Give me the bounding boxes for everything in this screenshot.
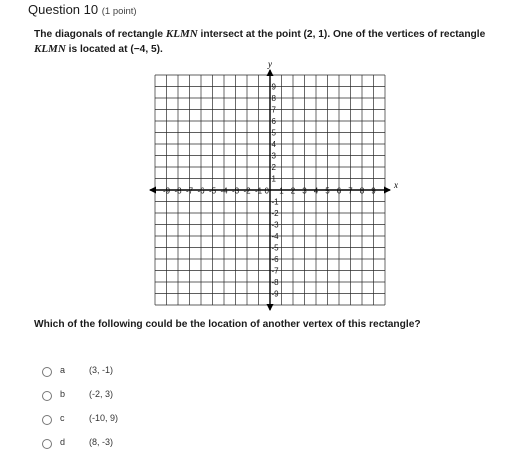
y-tick-label: 4 <box>271 140 276 149</box>
rectangle-name: KLMN <box>165 28 198 40</box>
coordinate-grid <box>150 59 398 306</box>
y-axis-arrow-up <box>267 69 274 76</box>
x-tick-label: 9 <box>371 186 376 196</box>
option-letter: c <box>60 413 65 423</box>
question-header <box>28 2 137 17</box>
question-stem <box>34 27 504 57</box>
x-tick-label: 1 <box>279 186 284 196</box>
y-tick-label: -1 <box>271 197 279 207</box>
y-tick-label: -4 <box>271 232 279 241</box>
x-tick-label: -7 <box>185 186 194 196</box>
option-letter: a <box>60 365 66 375</box>
y-axis-label: y <box>268 59 272 69</box>
y-tick-label: -9 <box>271 289 279 299</box>
option-letter: d <box>60 437 66 447</box>
y-tick-label: 5 <box>271 128 276 138</box>
x-tick-label: -8 <box>174 186 182 196</box>
y-tick-label: 6 <box>271 117 276 126</box>
option-letter: b <box>60 389 66 399</box>
x-tick-label: 4 <box>313 186 319 196</box>
rectangle-name: KLMN <box>34 43 66 55</box>
y-tick-label: -2 <box>271 209 279 218</box>
y-tick-label: -6 <box>271 255 279 264</box>
y-tick-label: -5 <box>271 243 279 253</box>
x-tick-label: 6 <box>336 186 342 196</box>
radio-button-b[interactable] <box>42 391 52 401</box>
radio-button-c[interactable] <box>42 415 52 425</box>
x-tick-label: 8 <box>359 186 365 196</box>
radio-button-d[interactable] <box>42 439 52 449</box>
stem-text-1: The diagonals of rectangle <box>34 29 166 40</box>
y-tick-label: 2 <box>271 163 276 172</box>
x-tick-label: -5 <box>208 186 217 196</box>
x-tick-label: -9 <box>162 186 171 196</box>
y-axis-arrow-down <box>267 304 274 311</box>
y-tick-label: -3 <box>271 220 279 230</box>
x-tick-label: 5 <box>325 186 330 196</box>
option-value: (-10, 9) <box>89 413 119 423</box>
option-value: (-2, 3) <box>89 389 114 399</box>
x-axis-label: x <box>394 180 398 190</box>
option-value: (8, -3) <box>89 437 114 447</box>
question-prompt: Which of the following could be the location of another vertex of this rectangle? <box>34 319 421 330</box>
x-axis-arrow-right <box>384 187 391 194</box>
x-axis-arrow-left <box>149 187 156 194</box>
question-title: Question 10 <box>28 2 99 17</box>
x-tick-label: -4 <box>220 186 228 196</box>
stem-text-2: intersect at the point (2, 1). One of the vertices of rectangle <box>197 29 486 40</box>
stem-text-3: is located at (−4, 5). <box>65 44 163 55</box>
y-tick-label: -8 <box>271 278 279 287</box>
x-tick-label: 7 <box>348 186 353 196</box>
x-tick-label: -6 <box>197 186 205 196</box>
y-tick-label: 3 <box>271 151 276 161</box>
y-tick-label: -7 <box>271 266 279 276</box>
origin-label: 0 <box>264 186 269 196</box>
y-tick-label: 7 <box>271 105 276 115</box>
x-tick-label: 2 <box>290 186 296 196</box>
y-tick-label: 9 <box>271 82 276 92</box>
radio-button-a[interactable] <box>42 367 52 377</box>
question-points: (1 point) <box>101 6 137 17</box>
x-tick-label: 3 <box>302 186 307 196</box>
x-tick-label: -1 <box>254 186 263 196</box>
option-value: (3, -1) <box>89 365 114 375</box>
x-tick-label: -3 <box>231 186 240 196</box>
y-tick-label: 1 <box>271 174 276 184</box>
y-tick-label: 8 <box>271 94 276 103</box>
x-tick-label: -2 <box>243 186 251 196</box>
